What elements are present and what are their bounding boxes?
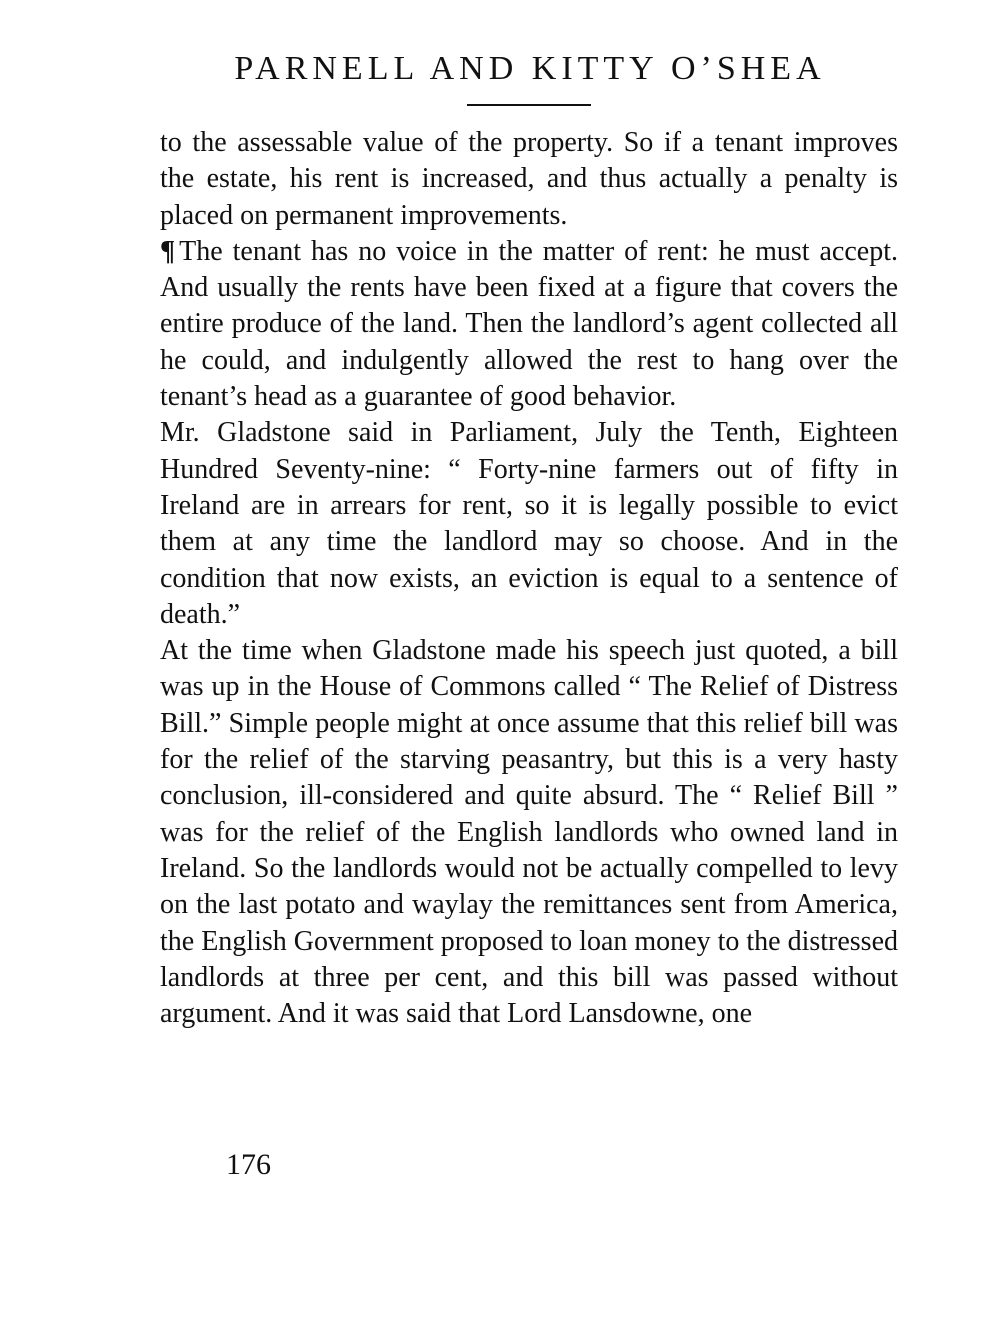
paragraph-2-text: The tenant has no voice in the matter of rent: he must accept. And usually the rents have been fixed at a figure that covers the entire produce of the land. Then the landlord’s agent collected all he could, and indulgently allowed the rest to hang over the tenant’s head as a guarantee of good behavior. bbox=[160, 235, 898, 413]
body-text bbox=[160, 125, 898, 1032]
paragraph-3 bbox=[160, 415, 898, 633]
paragraph-2 bbox=[160, 234, 898, 415]
page-number: 176 bbox=[226, 1148, 271, 1181]
paragraph-4 bbox=[160, 633, 898, 1032]
paragraph-1 bbox=[160, 125, 898, 234]
paragraph-4-text: At the time when Gladstone made his speech just quoted, a bill was up in the House of Commons called “ The Relief of Distress Bill.” Simple people might at once assume that this relief bill was for the relief of the starving peasantry, but this is a very hasty conclusion, ill-considered and quite absurd. The “ Relief Bill ” was for the relief of the English landlords who owned land in Ireland. So the landlords would not be actually compelled to levy on the last potato and waylay the remittances sent from America, the English Government proposed to loan money to the distressed landlords at three per cent, and this bill was passed without argument. And it was said that Lord Lansdowne, one bbox=[160, 635, 898, 1030]
pilcrow-marker: ¶ bbox=[160, 235, 176, 267]
paragraph-3-text: Mr. Gladstone said in Parliament, July the Tenth, Eighteen Hundred Seventy-nine: “ Forty-nine farmers out of fifty in Ireland are in arrears for rent, so it is legally possible to evict them at any time the landlord may so choose. And in the condition that now exists, an eviction is equal to a sentence of death.” bbox=[160, 417, 898, 630]
header-rule bbox=[467, 104, 591, 106]
paragraph-1-text: to the assessable value of the property. So if a tenant improves the estate, his rent is increased, and thus actually a penalty is placed on permanent improvements. bbox=[160, 127, 898, 231]
running-head: PARNELL AND KITTY O’SHEA bbox=[234, 50, 826, 87]
